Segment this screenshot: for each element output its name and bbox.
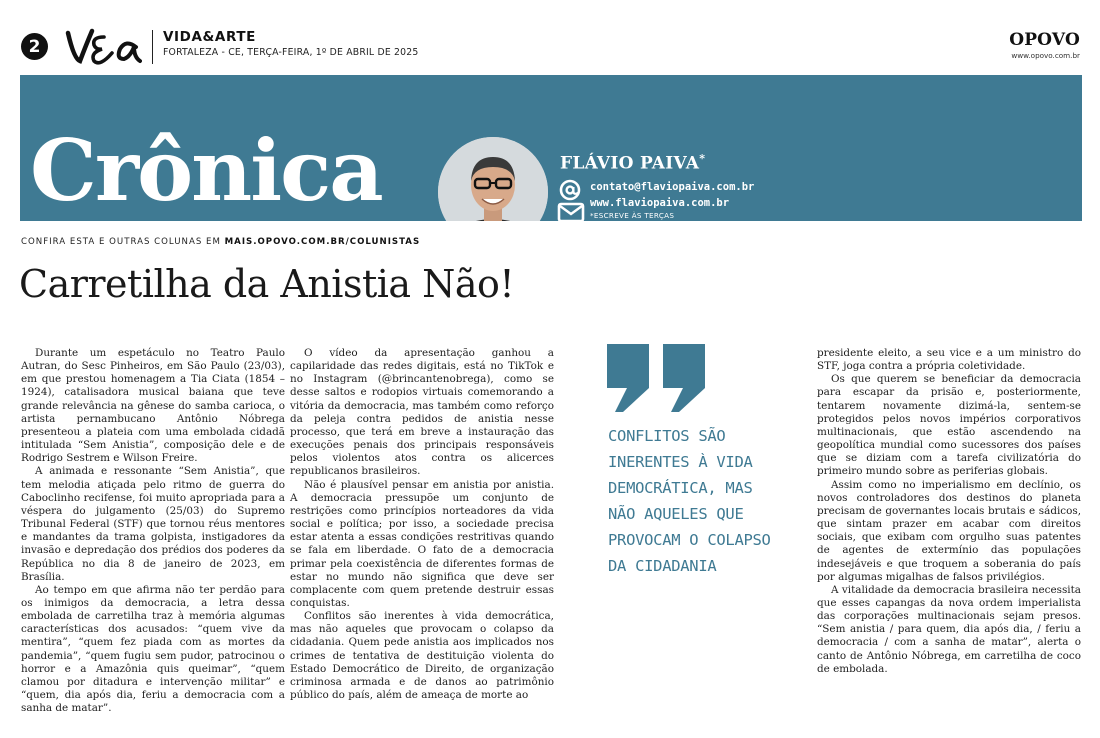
paragraph: A vitalidade da democracia brasileira necessita que esses capangas da nova ordem imperialista das corporações multinacionais sejam presos. “Sem anistia / para quem, dia após dia, / feriu a democracia / com a sanha de matar”, alerta o canto de Antônio Nóbrega, em carretilha de coco de embolada. xyxy=(817,583,1081,675)
banner-title: Crônica xyxy=(30,121,382,220)
date-line: FORTALEZA - CE, TERÇA-FEIRA, 1º DE ABRIL DE 2025 xyxy=(163,47,419,58)
paragraph: Durante um espetáculo no Teatro Paulo Autran, do Sesc Pinheiros, em São Paulo (23/03), em que prestou homenagem a Tia Ciata (1854 – 1924), catalisadora musical baiana que teve grande relevância na gênese do samba carioca, o artista pernambucano Antônio Nóbrega presenteou a plateia com uma embolada cidadã intitulada “Sem Anistia”, composição dele e de Rodrigo Sestrem e Wilson Freire. xyxy=(21,347,285,465)
paragraph: Conflitos são inerentes à vida democrática, mas não aqueles que provocam o colapso da cidadania. Quem pede anistia aos implicados nos crimes de tentativa de destituição violenta do Estado Democrático de Direito, de organização criminosa armada e de danos ao patrimônio público do país, além de ameaça de morte ao xyxy=(290,610,554,702)
paragraph-continuation: presidente eleito, a seu vice e a um ministro do STF, joga contra a própria coletividade. xyxy=(817,347,1081,373)
paragraph: O vídeo da apresentação ganhou a capilaridade das redes digitais, está no TikTok e no Instagram (@brincantenobrega), como se desse saltos e rodopios virtuais comemorando a vitória da democracia, mas também como reforço da peleja contra pedidos de anistia nesse processo, que terá em breve a instauração das execuções penais dos principais responsáveis pelos violentos atos contra os alicerces republicanos brasileiros. xyxy=(290,347,554,478)
paragraph: A animada e ressonante “Sem Anistia”, que tem melodia atiçada pelo ritmo de guerra do Caboclinho recifense, foi muito apropriada para a véspera do julgamento (25/03) do Supremo Tribunal Federal (STF) que tornou réus mentores e mandantes da trama golpista, instigadores da invasão e depredação dos prédios dos poderes da República no dia 8 de janeiro de 2023, em Brasília. xyxy=(21,465,285,583)
article-column-1 xyxy=(21,347,285,715)
vida-arte-logo xyxy=(64,23,142,69)
author-name: FLÁVIO PAIVA* xyxy=(560,152,706,174)
header-divider xyxy=(152,30,153,64)
article-headline: Carretilha da Anistia Não! xyxy=(19,262,515,306)
author-photo xyxy=(438,137,548,221)
contact-icons xyxy=(557,179,585,221)
author-email-link[interactable]: contato@flaviopaiva.com.br xyxy=(590,181,755,193)
publisher-logo[interactable]: OPOVO xyxy=(1009,30,1080,50)
columnists-link[interactable]: MAIS.OPOVO.COM.BR/COLUNISTAS xyxy=(224,237,421,247)
article-column-2 xyxy=(290,347,554,702)
page-number: 2 xyxy=(21,33,48,60)
schedule-note: *ESCREVE ÀS TERÇAS xyxy=(590,211,675,220)
author-portrait-icon xyxy=(438,137,548,221)
quote-marks-icon xyxy=(607,344,707,412)
pull-quote: CONFLITOS SÃO INERENTES À VIDA DEMOCRÁTICA, MAS NÃO AQUELES QUE PROVOCAM O COLAPSO DA CIDADANIA xyxy=(608,427,771,575)
author-site-link[interactable]: www.flaviopaiva.com.br xyxy=(590,197,730,209)
paragraph: Ao tempo em que afirma não ter perdão para os inimigos da democracia, a letra dessa embolada de carretilha traz à memória algumas características dos acusados: “quem vive da mentira”, “quem fez piada com as mortes da pandemia”, “quem fugiu sem pudor, patrocinou o horror e a Amazônia quis queimar”, “quem clamou por ditadura e intervenção militar” e “quem, dia após dia, feriu a democracia com a sanha de matar”. xyxy=(21,583,285,715)
paragraph: Assim como no imperialismo em declínio, os novos controladores dos destinos do planeta precisam de governantes locais brutais e sádicos, que sintam prazer em acabar com direitos sociais, que exibam com orgulho suas patentes de agentes de extermínio das populações indesejáveis e que troquem a soberania do país por algumas migalhas de falsos privilégios. xyxy=(817,478,1081,583)
columnists-line: CONFIRA ESTA E OUTRAS COLUNAS EM MAIS.OPOVO.COM.BR/COLUNISTAS xyxy=(21,237,421,247)
at-icon xyxy=(561,181,579,199)
paragraph: Não é plausível pensar em anistia por anistia. A democracia pressupõe um conjunto de restrições como princípios norteadores da vida social e política; por isso, a sociedade precisa estar atenta a essas condições restritivas quando se fala em liberdade. O fato de a democracia primar pela coexistência de diferentes formas de estar no mundo não significa que deve ser complacente com quem pretende destruir essas conquistas. xyxy=(290,478,554,609)
paragraph: Os que querem se beneficiar da democracia para escapar da prisão e, posteriormente, tentarem novamente dizimá-la, sentem-se protegidos pelos novos impérios corporativos multinacionais, que estão ascendendo na geopolítica mundial como sucessores dos países que se diziam com a tarefa civilizatória do primeiro mundo sobre as periferias globais. xyxy=(817,373,1081,478)
article-column-4 xyxy=(817,347,1081,676)
publisher-site-link[interactable]: www.opovo.com.br xyxy=(1011,51,1080,60)
section-title: VIDA&ARTE xyxy=(163,29,256,45)
cronica-banner xyxy=(20,75,1082,221)
envelope-icon xyxy=(559,204,583,221)
author-footnote-mark: * xyxy=(699,152,706,165)
